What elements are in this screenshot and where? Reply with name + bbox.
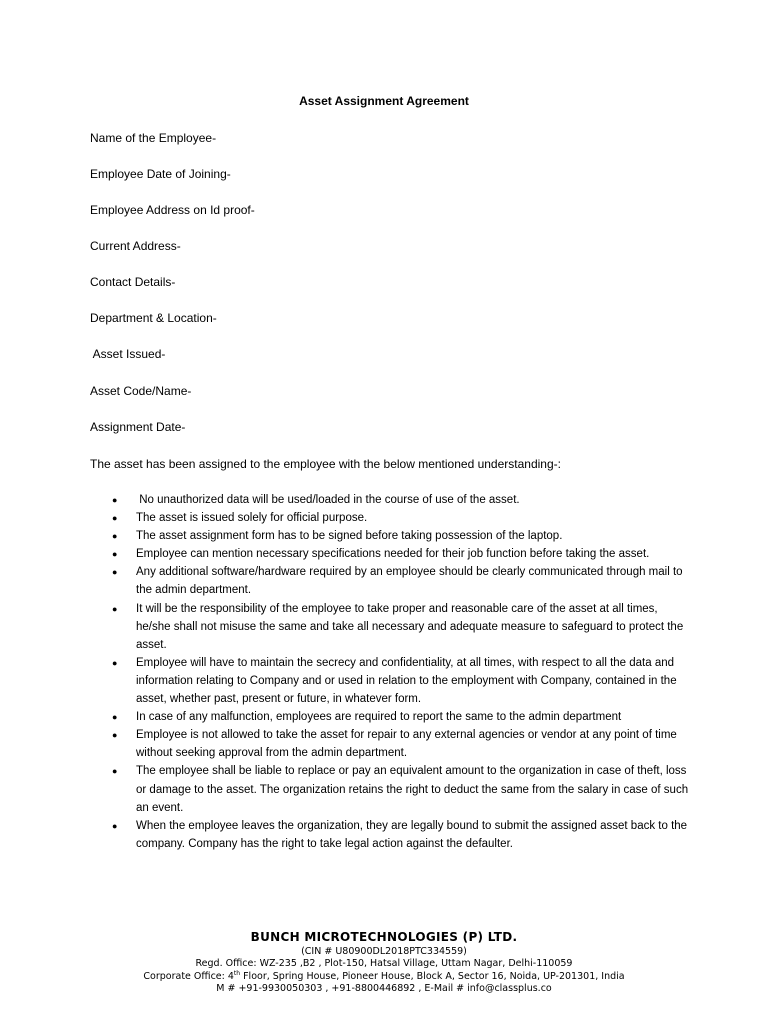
ordinal-suffix: th <box>233 969 241 977</box>
corporate-office <box>0 971 768 983</box>
list-item <box>90 527 690 545</box>
list-item <box>90 491 690 509</box>
field-current-address: Current Address- <box>90 239 181 253</box>
field-employee-name: Name of the Employee- <box>90 131 217 145</box>
field-assignment-date: Assignment Date- <box>90 420 186 434</box>
intro-paragraph: The asset has been assigned to the employee with the below mentioned understanding-: <box>90 457 561 471</box>
list-item <box>90 708 690 726</box>
field-date-of-joining: Employee Date of Joining- <box>90 167 231 181</box>
company-cin: (CIN # U80900DL2018PTC334559) <box>301 946 467 957</box>
term-text: In case of any malfunction, employees are required to report the same to the admin department <box>136 711 622 724</box>
field-asset-code-name: Asset Code/Name- <box>90 384 192 398</box>
terms-list <box>90 491 690 853</box>
page-title: Asset Assignment Agreement <box>299 94 469 108</box>
list-item <box>90 726 690 762</box>
list-item <box>90 563 690 599</box>
term-text: The asset assignment form has to be signed before taking possession of the laptop. <box>136 530 563 543</box>
corporate-office-address: Floor, Spring House, Pioneer House, Block A, Sector 16, Noida, UP-201301, India <box>240 970 625 982</box>
contact-line: M # +91-9930050303 , +91-8800446892 , E-Mail # info@classplus.co <box>216 982 552 994</box>
term-text: The asset is issued solely for official purpose. <box>136 512 368 525</box>
field-department-location: Department & Location- <box>90 311 217 325</box>
field-contact-details: Contact Details- <box>90 275 176 289</box>
term-text: No unauthorized data will be used/loaded in the course of use of the asset. <box>136 494 520 506</box>
term-text: When the employee leaves the organization, they are legally bound to submit the assigned asset back to the company. Company has the right to take legal action against the defaulter. <box>136 819 688 850</box>
letterhead-footer <box>0 929 768 995</box>
list-item <box>90 817 690 853</box>
field-asset-issued: Asset Issued- <box>90 347 166 361</box>
term-text: Employee is not allowed to take the asset for repair to any external agencies or vendor at any point of time without seeking approval from the admin department. <box>136 729 677 760</box>
list-item <box>90 654 690 708</box>
term-text: Employee will have to maintain the secrecy and confidentiality, at all times, with respect to all the data and information relating to Company and or used in relation to the employment with Company, contained in the asset, whether past, present or future, in whatever form. <box>136 656 677 706</box>
list-item <box>90 509 690 527</box>
field-address-id-proof: Employee Address on Id proof- <box>90 203 255 217</box>
corporate-office-prefix: Corporate Office: 4 <box>143 970 234 982</box>
list-item <box>90 545 690 563</box>
term-text: It will be the responsibility of the employee to take proper and reasonable care of the asset at all times, he/she shall not misuse the same and take all necessary and adequate measure to safeguard to protect the asset. <box>136 602 684 651</box>
term-text: Employee can mention necessary specifications needed for their job function before taking the asset. <box>136 548 650 561</box>
term-text: Any additional software/hardware required by an employee should be clearly communicated through mail to the admin department. <box>136 566 683 597</box>
list-item <box>90 762 690 816</box>
list-item <box>90 600 690 654</box>
registered-office: Regd. Office: WZ-235 ,B2 , Plot-150, Hatsal Village, Uttam Nagar, Delhi-110059 <box>195 958 573 970</box>
term-text: The employee shall be liable to replace or pay an equivalent amount to the organization in case of theft, loss or damage to the asset. The organization retains the right to deduct the same from the salary in case of such an event. <box>136 765 689 814</box>
company-name: BUNCH MICROTECHNOLOGIES (P) LTD. <box>250 930 518 944</box>
